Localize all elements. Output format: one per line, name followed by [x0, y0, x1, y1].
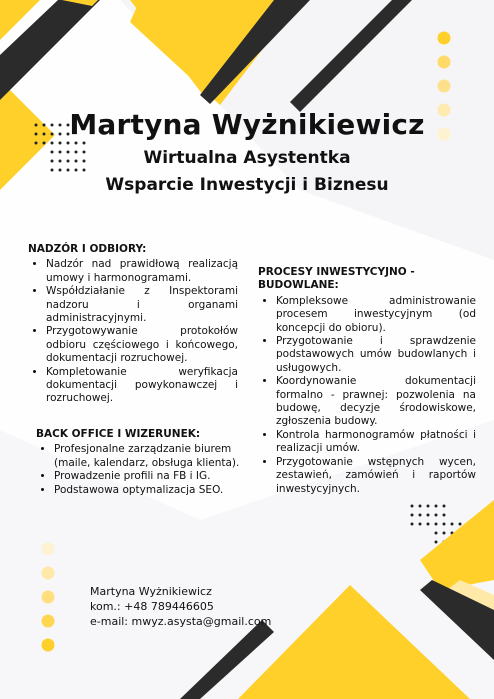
contact-block [90, 584, 271, 629]
dot-bottom-left-3 [42, 591, 55, 604]
list-item: • Podstawowa optymalizacja SEO. [54, 484, 258, 497]
list-item: • Profesjonalne zarządzanie biurem (maile, kalendarz, obsługa klienta). [54, 443, 258, 470]
dot-bottom-left-5 [42, 639, 55, 652]
bullet-list-backoffice [36, 443, 258, 497]
person-name: Martyna Wyżnikiewicz [69, 108, 425, 141]
section-nadzor [28, 243, 238, 406]
section-backoffice [36, 428, 258, 497]
dot-bottom-left-1 [42, 543, 55, 556]
list-item: • Przygotowywanie protokołów odbioru częściowego i końcowego, dokumentacji rozruchowej. [46, 325, 238, 365]
list-item: • Koordynowanie dokumentacji formalno - prawnej: pozwolenia na budowę, decyzje środowiskowe, zgłoszenia budowy. [276, 375, 476, 429]
bullet-list-procesy [258, 295, 476, 496]
section-heading-nadzor: NADZÓR I ODBIORY: [28, 243, 147, 255]
list-item: • Przygotowanie wstępnych wycen, zestawień, zamówień i raportów inwestycyjnych. [276, 456, 476, 496]
section-procesy [258, 266, 476, 496]
contact-email: e-mail: mwyz.asysta@gmail.com [90, 615, 272, 628]
list-item: • Prowadzenie profili na FB i IG. [54, 470, 258, 483]
dot-top-right-1 [438, 32, 451, 45]
bullet-list-nadzor [28, 258, 238, 405]
section-heading-procesy: PROCESY INWESTYCYJNO - BUDOWLANE: [258, 266, 415, 292]
list-item: • Nadzór nad prawidłową realizacją umowy i harmonogramami. [46, 258, 238, 285]
dot-top-right-3 [438, 80, 451, 93]
list-item: • Współdziałanie z Inspektorami nadzoru i organami administracyjnymi. [46, 285, 238, 325]
tagline: Wsparcie Inwestycji i Biznesu [105, 175, 389, 195]
dot-bottom-left-2 [42, 567, 55, 580]
contact-phone: kom.: +48 789446605 [90, 600, 214, 613]
job-title: Wirtualna Asystentka [143, 148, 351, 168]
dot-top-right-2 [438, 56, 451, 69]
list-item: • Przygotowanie i sprawdzenie podstawowych umów budowlanych i usługowych. [276, 335, 476, 375]
dot-bottom-left-4 [42, 615, 55, 628]
contact-name: Martyna Wyżnikiewicz [90, 585, 212, 598]
list-item: • Kontrola harmonogramów płatności i realizacji umów. [276, 429, 476, 456]
section-heading-backoffice: BACK OFFICE I WIZERUNEK: [36, 428, 201, 440]
list-item: • Kompleksowe administrowanie procesem inwestycyjnym (od koncepcji do obioru). [276, 295, 476, 335]
list-item: • Kompletowanie weryfikacja dokumentacji powykonawczej i rozruchowej. [46, 366, 238, 406]
